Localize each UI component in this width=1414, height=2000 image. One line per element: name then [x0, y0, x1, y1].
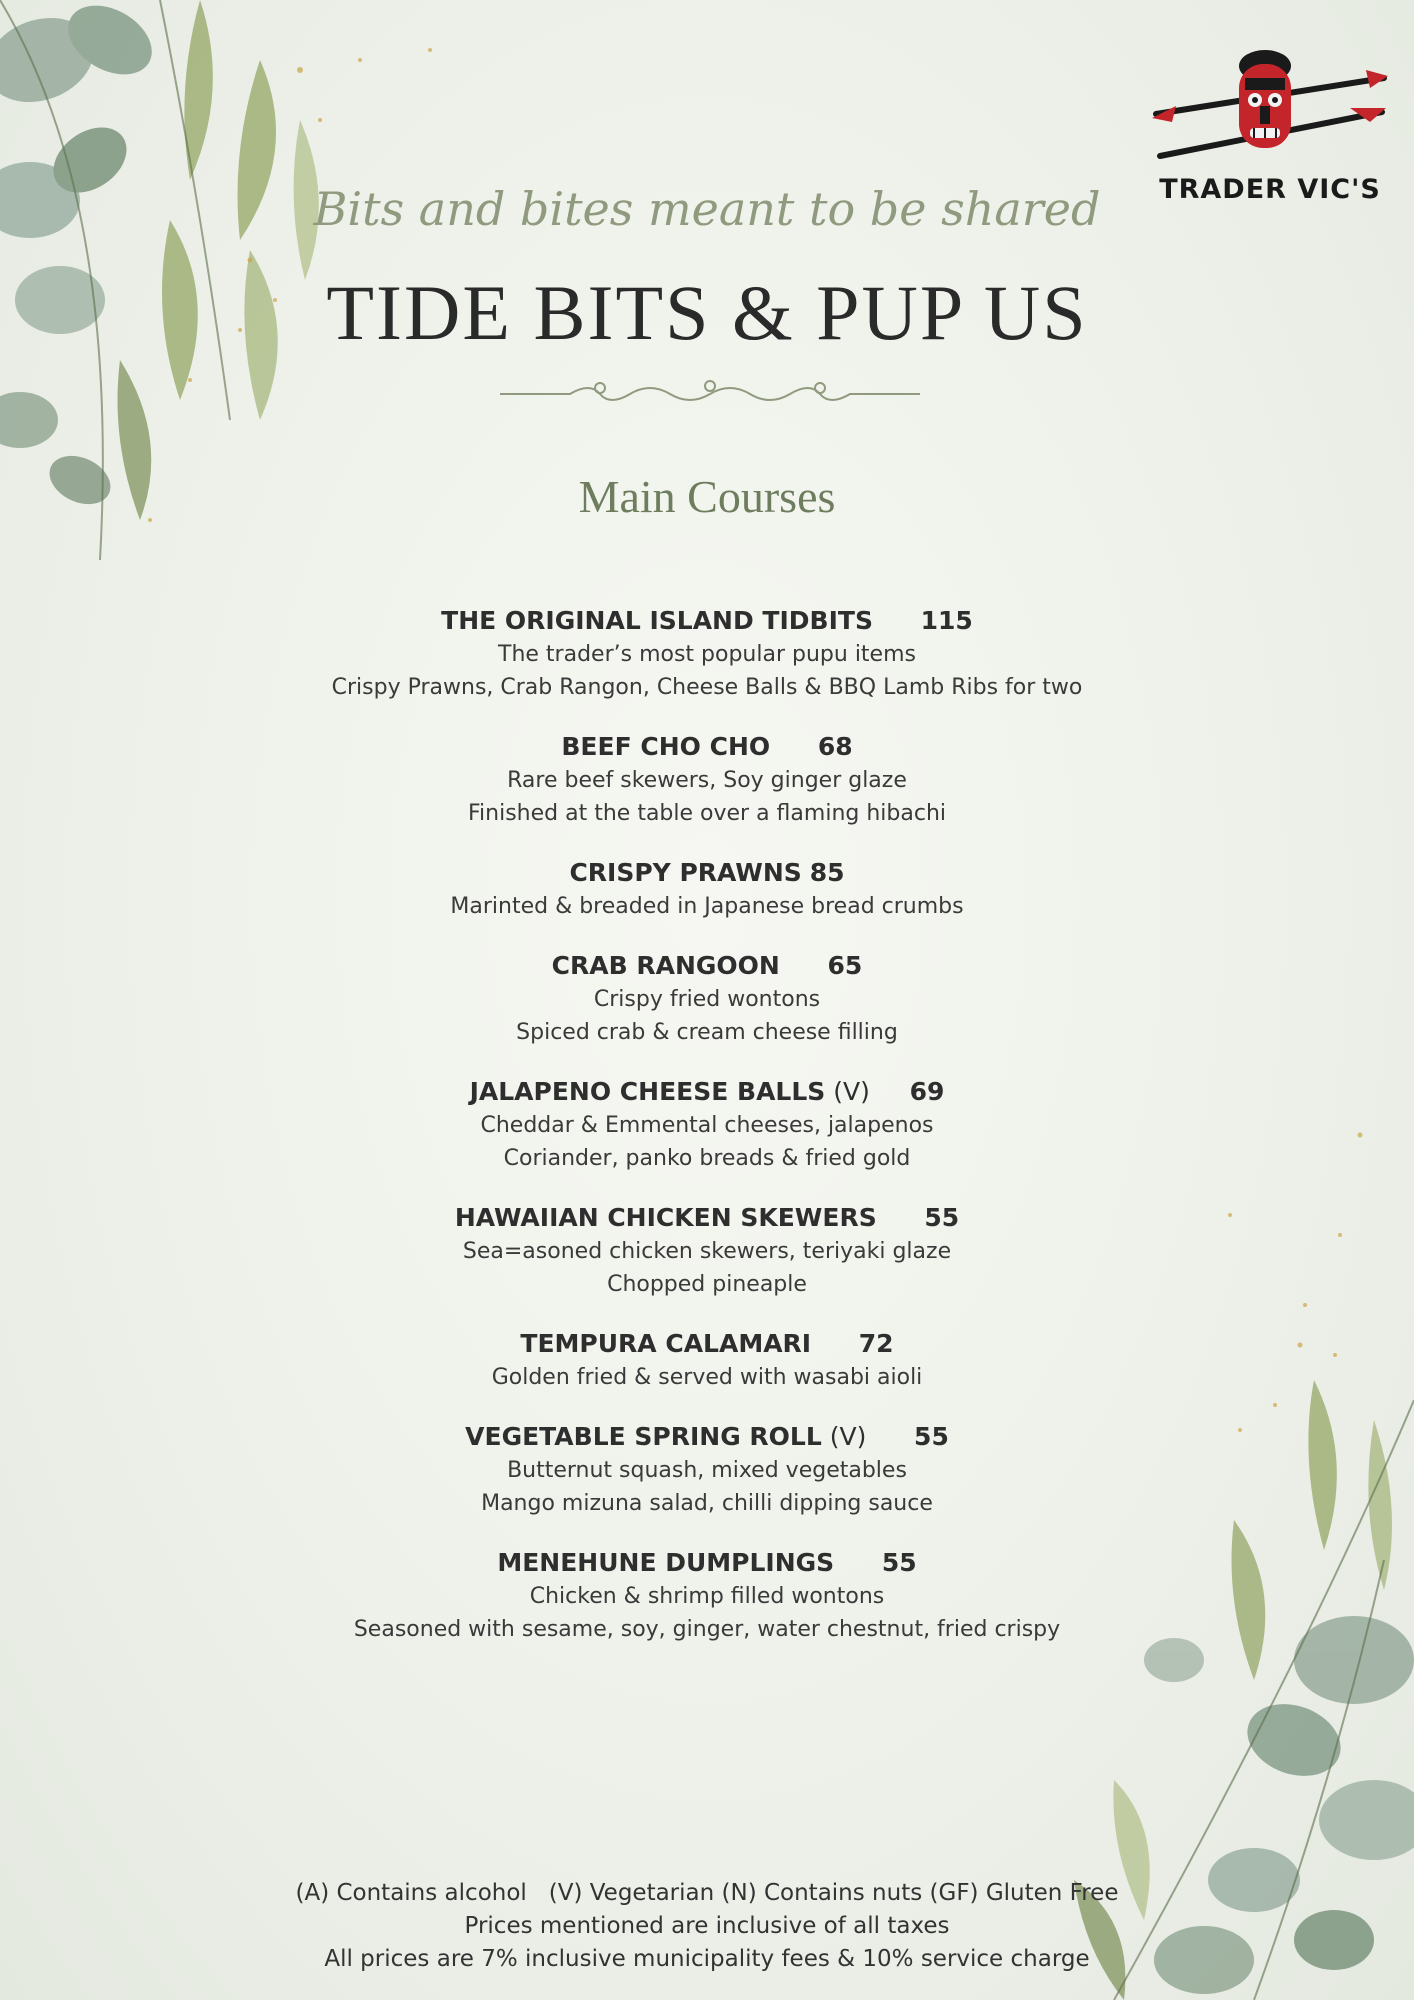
- item-price: 55: [881, 1548, 917, 1577]
- item-description: Sea=asoned chicken skewers, teriyaki glaze: [462, 1239, 952, 1264]
- menu-item: [0, 730, 1414, 830]
- item-description: Mango mizuna salad, chilli dipping sauce: [481, 1491, 933, 1516]
- item-price: 85: [809, 858, 845, 887]
- item-name: THE ORIGINAL ISLAND TIDBITS: [441, 606, 873, 635]
- ornamental-divider: [500, 372, 920, 416]
- item-description: Rare beef skewers, Soy ginger glaze: [507, 768, 907, 793]
- tax-note: Prices mentioned are inclusive of all taxes: [464, 1913, 950, 1939]
- menu-item: [0, 1420, 1414, 1520]
- item-price: 65: [827, 951, 863, 980]
- item-price: 72: [858, 1329, 894, 1358]
- item-description: Golden fried & served with wasabi aioli: [491, 1365, 923, 1390]
- item-price: 69: [909, 1077, 945, 1106]
- menu-item: [0, 604, 1414, 704]
- menu-footer: [0, 1877, 1414, 1976]
- menu-item: [0, 949, 1414, 1049]
- item-description: Seasoned with sesame, soy, ginger, water chestnut, fried crispy: [353, 1617, 1061, 1642]
- vegetarian-tag: (V): [829, 1422, 867, 1451]
- item-description: Spiced crab & cream cheese filling: [516, 1020, 898, 1045]
- item-description: Cheddar & Emmental cheeses, jalapenos: [480, 1113, 934, 1138]
- item-name: HAWAIIAN CHICKEN SKEWERS: [454, 1203, 877, 1232]
- menu-item: [0, 1201, 1414, 1301]
- item-description: Marinted & breaded in Japanese bread crumbs: [450, 894, 964, 919]
- vegetarian-tag: (V): [833, 1077, 870, 1106]
- menu-item: [0, 1327, 1414, 1394]
- item-name: VEGETABLE SPRING ROLL: [465, 1422, 822, 1451]
- logo-wordmark: TRADER VIC'S: [1159, 174, 1381, 205]
- tagline: Bits and bites meant to be shared: [313, 182, 1101, 236]
- fees-note: All prices are 7% inclusive municipality fees & 10% service charge: [324, 1946, 1090, 1972]
- item-name: MENEHUNE DUMPLINGS: [497, 1548, 835, 1577]
- item-description: Chicken & shrimp filled wontons: [529, 1584, 885, 1609]
- item-description: Butternut squash, mixed vegetables: [507, 1458, 907, 1483]
- item-description: Finished at the table over a flaming hibachi: [468, 801, 946, 826]
- item-name: CRISPY PRAWNS: [569, 858, 802, 887]
- item-price: 68: [817, 732, 853, 761]
- item-description: Coriander, panko breads & fried gold: [503, 1146, 911, 1171]
- item-price: 115: [920, 606, 973, 635]
- menu-item: [0, 1075, 1414, 1175]
- menu-item: [0, 856, 1414, 923]
- item-name: CRAB RANGOON: [551, 951, 780, 980]
- menu-item: [0, 1546, 1414, 1646]
- tiki-mask-crossed-spears-icon: [1150, 48, 1390, 168]
- item-name: TEMPURA CALAMARI: [520, 1329, 812, 1358]
- section-title: Main Courses: [578, 471, 836, 522]
- item-name: BEEF CHO CHO: [561, 732, 771, 761]
- page-title: TIDE BITS & PUP US: [326, 269, 1088, 356]
- item-description: The trader’s most popular pupu items: [498, 642, 916, 667]
- item-description: Chopped pineaple: [607, 1272, 807, 1297]
- item-price: 55: [914, 1422, 949, 1451]
- menu-list: [0, 604, 1414, 1672]
- item-price: 55: [924, 1203, 960, 1232]
- item-description: Crispy Prawns, Crab Rangon, Cheese Balls & BBQ Lamb Ribs for two: [331, 675, 1083, 700]
- item-description: Crispy fried wontons: [593, 987, 821, 1012]
- dietary-legend: (A) Contains alcohol (V) Vegetarian (N) Contains nuts (GF) Gluten Free: [295, 1880, 1119, 1906]
- item-name: JALAPENO CHEESE BALLS: [469, 1077, 826, 1106]
